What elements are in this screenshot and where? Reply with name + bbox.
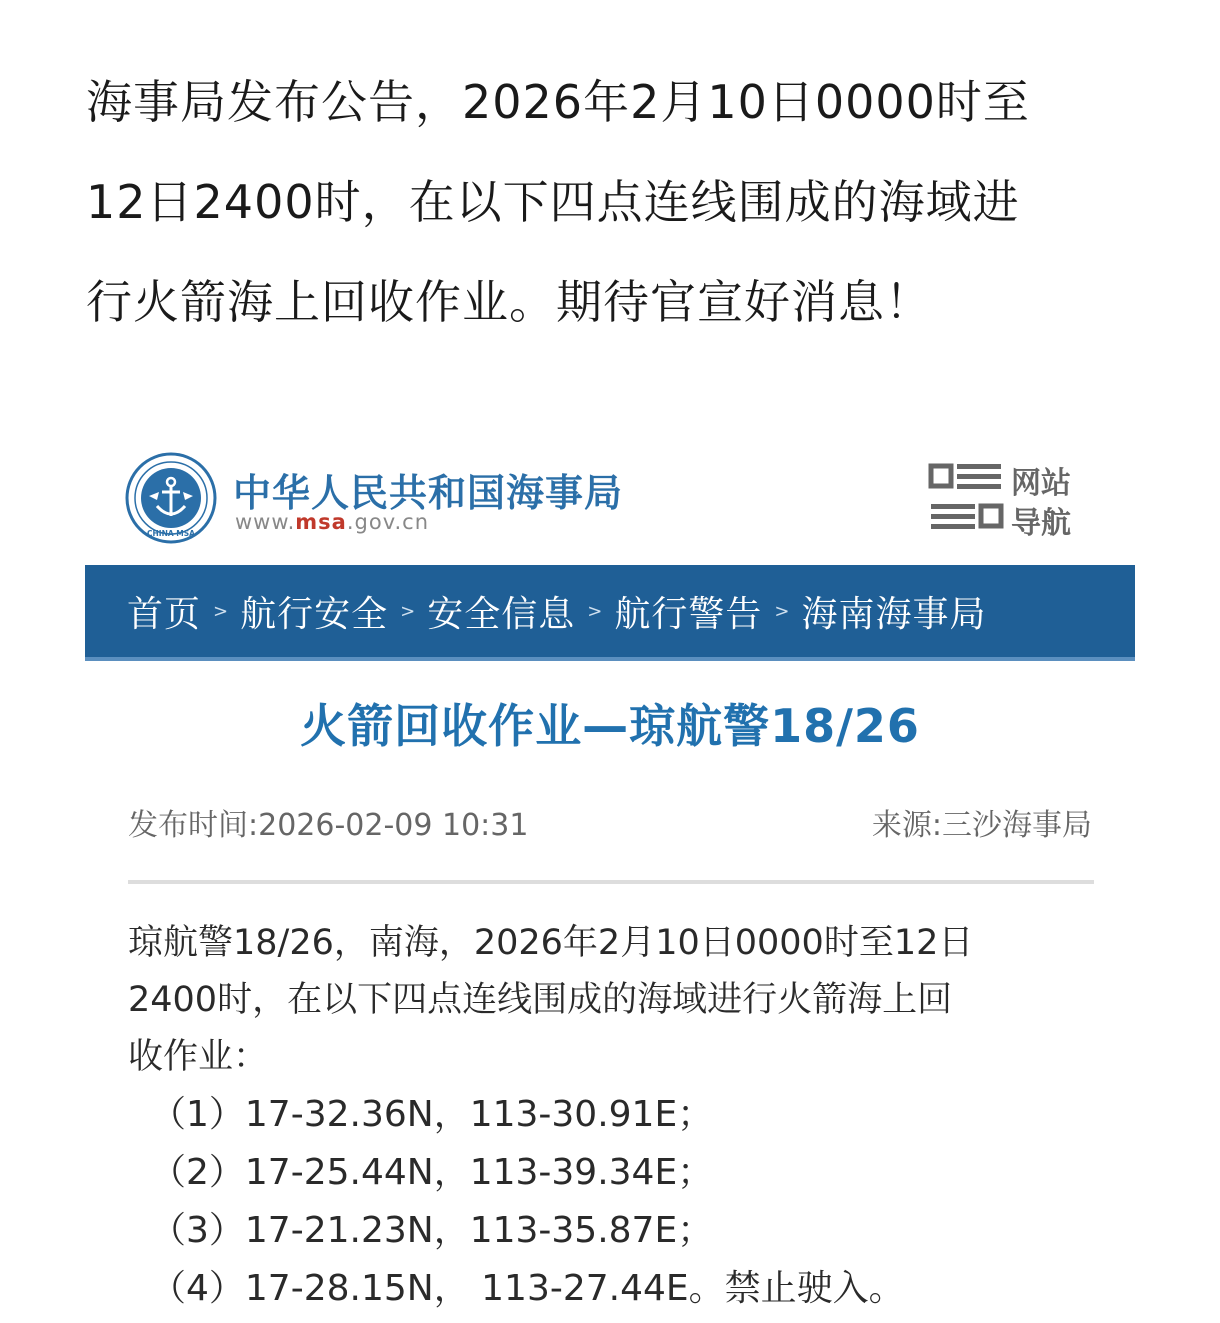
breadcrumb-separator: >	[400, 600, 416, 622]
site-url-prefix: www.	[235, 510, 296, 534]
post-line-3: 行火箭海上回收作业。期待官宣好消息！	[86, 275, 932, 329]
site-url-suffix: .gov.cn	[346, 510, 430, 534]
coordinate-point-4: （4）17-28.15N， 113-27.44E。禁止驶入。	[150, 1268, 905, 1309]
breadcrumb	[85, 565, 1135, 661]
body-line-2: 2400时，在以下四点连线围成的海域进行火箭海上回	[128, 980, 953, 1020]
meta-divider	[128, 880, 1094, 884]
site-nav-label-1: 网站	[1011, 466, 1071, 501]
site-url-brand: msa	[295, 510, 347, 534]
breadcrumb-hainan-msa[interactable]: 海南海事局	[801, 593, 987, 635]
article-source: 来源:三沙海事局	[871, 808, 1092, 843]
breadcrumb-safety-info[interactable]: 安全信息	[427, 593, 576, 635]
msa-anchor-emblem-icon[interactable]	[125, 452, 217, 544]
site-nav-icon	[927, 460, 1007, 536]
site-header	[85, 440, 1135, 565]
logo-text: CHINA MSA	[147, 529, 195, 538]
post-text	[86, 52, 1146, 352]
site-title[interactable]: 中华人民共和国海事局	[233, 471, 624, 515]
body-line-1: 琼航警18/26，南海，2026年2月10日0000时至12日	[128, 923, 974, 963]
post-line-2: 12日2400时，在以下四点连线围成的海域进	[86, 175, 1020, 229]
coordinate-list	[128, 1086, 1108, 1318]
breadcrumb-separator: >	[213, 600, 229, 622]
article-meta	[128, 800, 1092, 844]
breadcrumb-separator: >	[774, 600, 790, 622]
breadcrumb-navigation-warnings[interactable]: 航行警告	[614, 593, 763, 635]
breadcrumb-home[interactable]: 首页	[127, 593, 202, 635]
body-line-3: 收作业：	[128, 1037, 269, 1077]
breadcrumb-navigation-safety[interactable]: 航行安全	[240, 593, 389, 635]
post-line-1: 海事局发布公告，2026年2月10日0000时至	[86, 75, 1030, 129]
coordinate-point-3: （3）17-21.23N，113-35.87E；	[150, 1210, 714, 1251]
article-body	[128, 915, 1108, 1318]
coordinate-point-1: （1）17-32.36N，113-30.91E；	[150, 1094, 714, 1135]
breadcrumb-separator: >	[587, 600, 603, 622]
site-url[interactable]	[235, 510, 429, 534]
article-title: 火箭回收作业—琼航警18/26	[300, 699, 920, 753]
site-nav-label-2: 导航	[1011, 506, 1071, 541]
coordinate-point-2: （2）17-25.44N，113-39.34E；	[150, 1152, 714, 1193]
publish-time: 发布时间:2026-02-09 10:31	[128, 808, 529, 843]
site-nav-button[interactable]	[927, 460, 1077, 541]
